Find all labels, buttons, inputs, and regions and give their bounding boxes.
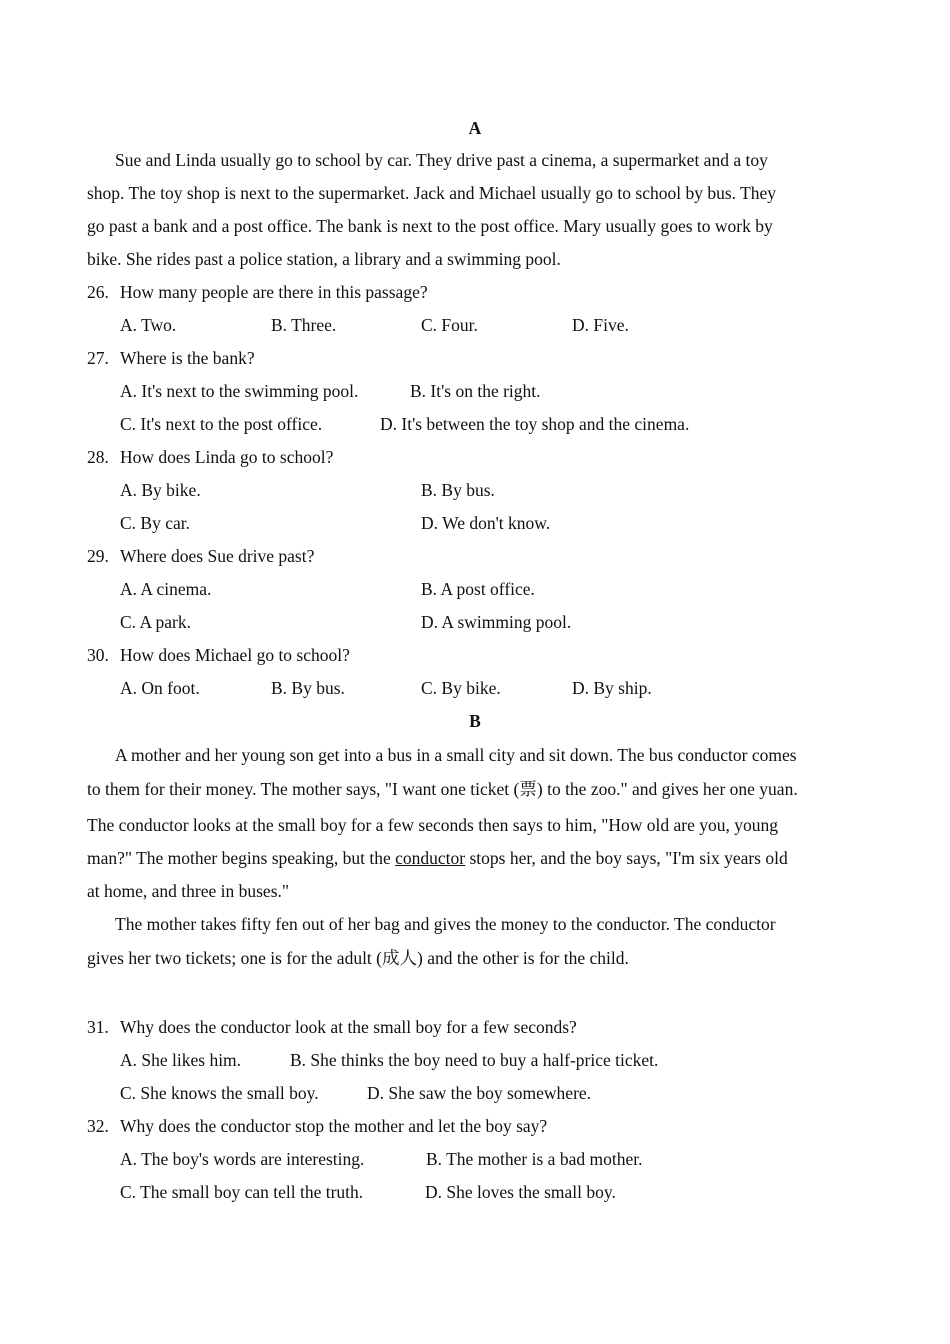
question-text: How does Michael go to school? bbox=[120, 645, 350, 665]
q31-option-b[interactable]: B. She thinks the boy need to buy a half-price ticket. bbox=[290, 1050, 659, 1070]
question-number: 26. bbox=[87, 282, 109, 302]
question-text: Why does the conductor stop the mother and let the boy say? bbox=[120, 1116, 548, 1136]
q29-option-d[interactable]: D. A swimming pool. bbox=[421, 612, 572, 632]
question-32 bbox=[87, 1115, 547, 1137]
question-number: 27. bbox=[87, 348, 109, 368]
passage-b-line-2: to them for their money. The mother says, "I want one ticket (票) to the zoo." and gives her one yuan. bbox=[87, 779, 798, 799]
q28-option-b[interactable]: B. By bus. bbox=[421, 480, 495, 500]
passage-a-line-1: Sue and Linda usually go to school by car. They drive past a cinema, a supermarket and a toy bbox=[115, 150, 768, 170]
q29-option-c[interactable]: C. A park. bbox=[120, 612, 191, 632]
q28-option-a[interactable]: A. By bike. bbox=[120, 480, 201, 500]
passage-a-line-3: go past a bank and a post office. The bank is next to the post office. Mary usually goes to work by bbox=[87, 216, 773, 236]
passage-b-line-1: A mother and her young son get into a bus in a small city and sit down. The bus conductor comes bbox=[115, 745, 797, 765]
q26-option-b[interactable]: B. Three. bbox=[271, 315, 337, 335]
question-number: 30. bbox=[87, 645, 109, 665]
passage-b-line-5: at home, and three in buses." bbox=[87, 881, 290, 901]
q30-option-d[interactable]: D. By ship. bbox=[572, 678, 652, 698]
question-text: How does Linda go to school? bbox=[120, 447, 334, 467]
q31-option-a[interactable]: A. She likes him. bbox=[120, 1050, 242, 1070]
q26-option-c[interactable]: C. Four. bbox=[421, 315, 478, 335]
question-31 bbox=[87, 1016, 577, 1038]
passage-b-line-3: The conductor looks at the small boy for a few seconds then says to him, "How old are you, young bbox=[87, 815, 778, 835]
question-number: 32. bbox=[87, 1116, 109, 1136]
passage-a-line-2: shop. The toy shop is next to the supermarket. Jack and Michael usually go to school by bus. They bbox=[87, 183, 777, 203]
line-text: stops her, and the boy says, "I'm six years old bbox=[465, 848, 788, 868]
question-text: How many people are there in this passage? bbox=[120, 282, 428, 302]
q27-option-d[interactable]: D. It's between the toy shop and the cinema. bbox=[380, 414, 690, 434]
q30-option-c[interactable]: C. By bike. bbox=[421, 678, 501, 698]
q27-option-c[interactable]: C. It's next to the post office. bbox=[120, 414, 323, 434]
question-29 bbox=[87, 545, 314, 567]
q29-option-a[interactable]: A. A cinema. bbox=[120, 579, 212, 599]
q32-option-c[interactable]: C. The small boy can tell the truth. bbox=[120, 1182, 364, 1202]
passage-b-line-4 bbox=[87, 847, 788, 869]
q27-option-b[interactable]: B. It's on the right. bbox=[410, 381, 541, 401]
q32-option-a[interactable]: A. The boy's words are interesting. bbox=[120, 1149, 365, 1169]
passage-b-line-6: The mother takes fifty fen out of her bag and gives the money to the conductor. The conductor bbox=[115, 914, 776, 934]
q32-option-b[interactable]: B. The mother is a bad mother. bbox=[426, 1149, 643, 1169]
q31-option-d[interactable]: D. She saw the boy somewhere. bbox=[367, 1083, 592, 1103]
q31-option-c[interactable]: C. She knows the small boy. bbox=[120, 1083, 319, 1103]
q27-option-a[interactable]: A. It's next to the swimming pool. bbox=[120, 381, 359, 401]
section-a-heading: A bbox=[468, 118, 482, 138]
section-b-heading: B bbox=[469, 711, 481, 731]
question-text: Where does Sue drive past? bbox=[120, 546, 315, 566]
question-number: 31. bbox=[87, 1017, 109, 1037]
underlined-word: conductor bbox=[395, 848, 466, 868]
question-27 bbox=[87, 347, 255, 369]
passage-a-line-4: bike. She rides past a police station, a library and a swimming pool. bbox=[87, 249, 561, 269]
question-number: 28. bbox=[87, 447, 109, 467]
question-28 bbox=[87, 446, 333, 468]
question-30 bbox=[87, 644, 350, 666]
passage-b-line-7: gives her two tickets; one is for the adult (成人) and the other is for the child. bbox=[87, 948, 629, 968]
q32-option-d[interactable]: D. She loves the small boy. bbox=[425, 1182, 616, 1202]
line-text: man?" The mother begins speaking, but the bbox=[87, 848, 396, 868]
q28-option-d[interactable]: D. We don't know. bbox=[421, 513, 551, 533]
question-number: 29. bbox=[87, 546, 109, 566]
question-text: Why does the conductor look at the small boy for a few seconds? bbox=[120, 1017, 577, 1037]
question-26 bbox=[87, 281, 428, 303]
q30-option-b[interactable]: B. By bus. bbox=[271, 678, 345, 698]
q26-option-d[interactable]: D. Five. bbox=[572, 315, 629, 335]
question-text: Where is the bank? bbox=[120, 348, 255, 368]
q28-option-c[interactable]: C. By car. bbox=[120, 513, 190, 533]
q30-option-a[interactable]: A. On foot. bbox=[120, 678, 200, 698]
q29-option-b[interactable]: B. A post office. bbox=[421, 579, 535, 599]
q26-option-a[interactable]: A. Two. bbox=[120, 315, 177, 335]
